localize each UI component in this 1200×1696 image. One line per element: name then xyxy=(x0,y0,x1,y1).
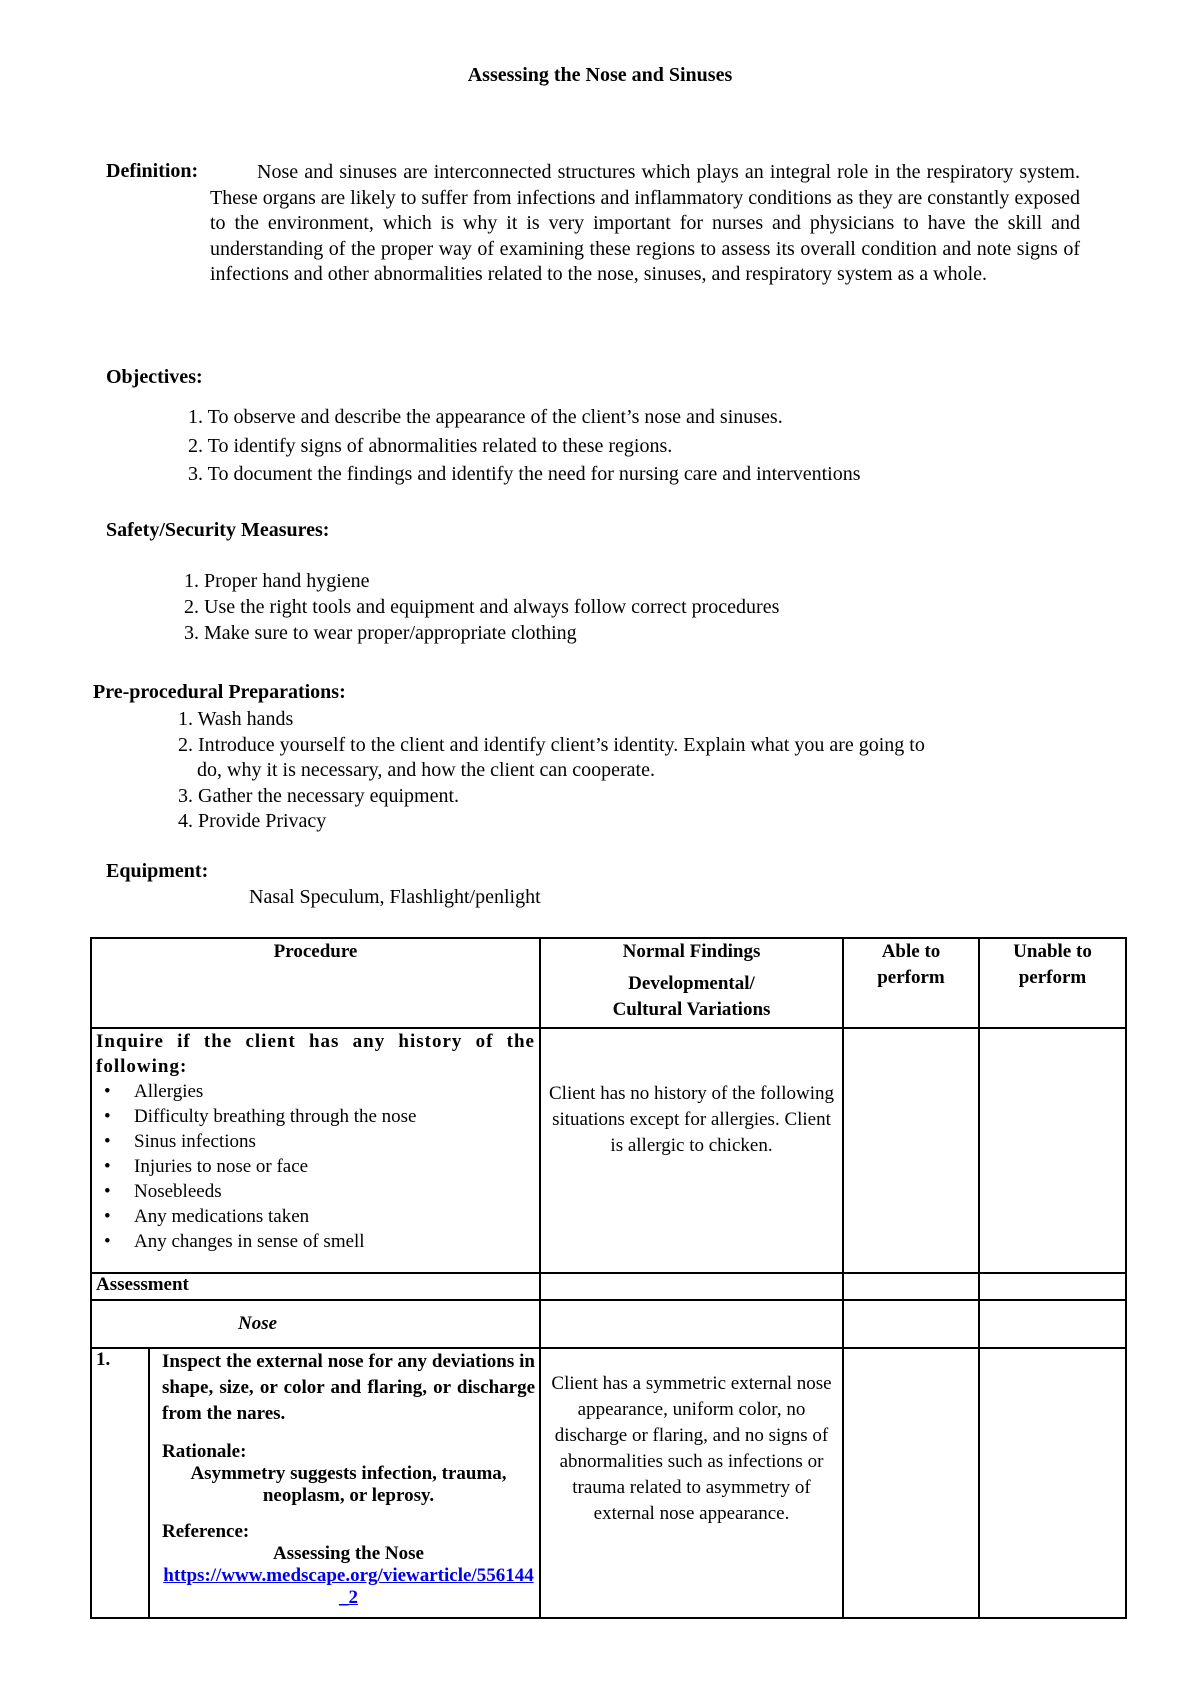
header-normal-line3: Cultural Variations xyxy=(612,999,771,1020)
history-item: • Any medications taken xyxy=(126,1204,535,1229)
history-item: • Injuries to nose or face xyxy=(126,1154,535,1179)
step-instruction: Inspect the external nose for any deviations in shape, size, or color and flaring, or discharge from the nares. xyxy=(162,1351,535,1424)
history-item: • Sinus infections xyxy=(126,1129,535,1154)
preprocedural-item-continued: do, why it is necessary, and how the client can cooperate. xyxy=(197,759,655,781)
history-item: • Difficulty breathing through the nose xyxy=(126,1104,535,1129)
header-normal-line2: Developmental/ xyxy=(628,973,755,994)
preprocedural-label: Pre-procedural Preparations: xyxy=(93,681,346,703)
objectives-label: Objectives: xyxy=(106,366,203,388)
objective-item: 1. To observe and describe the appearance of the client’s nose and sinuses. xyxy=(188,406,783,428)
empty-cell xyxy=(540,1300,843,1348)
step-finding: Client has a symmetric external nose appearance, uniform color, no discharge or flaring, and no signs of abnormalities such as infections or trauma related to asymmetry of external nose appearance. xyxy=(540,1348,843,1618)
header-normal-line1: Normal Findings xyxy=(622,941,761,962)
table-header-row xyxy=(91,938,1126,1028)
assessment-label: Assessment xyxy=(91,1273,540,1300)
preprocedural-item xyxy=(178,733,1124,784)
safety-label: Safety/Security Measures: xyxy=(106,519,330,541)
definition-text: Nose and sinuses are interconnected structures which plays an integral role in the respiratory system. These organs are likely to suffer from infections and inflammatory conditions as they are constantly exposed to the environment, which is why it is very important for nurses and physicians to have the skill and understanding of the proper way of examining these regions to assess its overall condition and note signs of infections and other abnormalities related to the nose, sinuses, and respiratory system as a whole. xyxy=(210,161,1080,285)
history-finding: Client has no history of the following situations except for allergies. Client is allergic to chicken. xyxy=(540,1028,843,1273)
history-cell xyxy=(91,1028,540,1273)
preprocedural-item: 3. Gather the necessary equipment. xyxy=(178,784,460,807)
nose-label: Nose xyxy=(91,1300,540,1348)
objectives-list xyxy=(188,403,1088,489)
safety-list xyxy=(184,568,1084,646)
table-row xyxy=(91,1348,1126,1618)
empty-cell xyxy=(843,1300,979,1348)
able-cell xyxy=(843,1348,979,1618)
able-cell xyxy=(843,1028,979,1273)
preprocedural-item: 1. Wash hands xyxy=(178,708,294,730)
empty-cell xyxy=(540,1273,843,1300)
header-normal-findings xyxy=(540,938,843,1028)
rationale-label: Rationale: xyxy=(162,1441,247,1462)
preprocedural-item: 4. Provide Privacy xyxy=(178,810,327,832)
equipment-label: Equipment: xyxy=(106,860,209,882)
table-row xyxy=(91,1028,1126,1273)
preprocedural-list xyxy=(178,707,1124,835)
reference-title: Assessing the Nose xyxy=(273,1543,424,1564)
procedure-table xyxy=(90,937,1127,1619)
objective-item: 3. To document the findings and identify the need for nursing care and interventions xyxy=(188,463,861,485)
history-title: Inquire if the client has any history of the following: xyxy=(96,1031,535,1077)
header-procedure: Procedure xyxy=(91,938,540,1028)
table-row xyxy=(91,1300,1126,1348)
objective-item: 2. To identify signs of abnormalities related to these regions. xyxy=(188,434,673,457)
step-procedure-cell xyxy=(149,1348,540,1618)
safety-item: 1. Proper hand hygiene xyxy=(184,570,370,592)
empty-cell xyxy=(979,1273,1126,1300)
safety-item: 3. Make sure to wear proper/appropriate clothing xyxy=(184,622,577,644)
header-able: Able to perform xyxy=(843,938,979,1028)
unable-cell xyxy=(979,1348,1126,1618)
history-item: • Allergies xyxy=(126,1079,535,1104)
equipment-text: Nasal Speculum, Flashlight/penlight xyxy=(249,886,541,908)
step-number: 1. xyxy=(91,1348,149,1618)
preprocedural-item-text: 2. Introduce yourself to the client and identify client’s identity. Explain what you are going to xyxy=(178,733,925,756)
rationale-text: Asymmetry suggests infection, trauma, neoplasm, or leprosy. xyxy=(190,1463,507,1506)
safety-item: 2. Use the right tools and equipment and always follow correct procedures xyxy=(184,596,780,618)
history-item: • Nosebleeds xyxy=(126,1179,535,1204)
history-item: • Any changes in sense of smell xyxy=(126,1229,535,1254)
page-title: Assessing the Nose and Sinuses xyxy=(467,64,733,86)
empty-cell xyxy=(843,1273,979,1300)
reference-label: Reference: xyxy=(162,1521,250,1542)
reference-link[interactable]: https://www.medscape.org/viewarticle/556144_2 xyxy=(163,1565,534,1608)
unable-cell xyxy=(979,1028,1126,1273)
table-row xyxy=(91,1273,1126,1300)
history-list xyxy=(96,1079,535,1254)
empty-cell xyxy=(979,1300,1126,1348)
definition-label: Definition: xyxy=(106,160,199,182)
header-unable: Unable to perform xyxy=(979,938,1126,1028)
